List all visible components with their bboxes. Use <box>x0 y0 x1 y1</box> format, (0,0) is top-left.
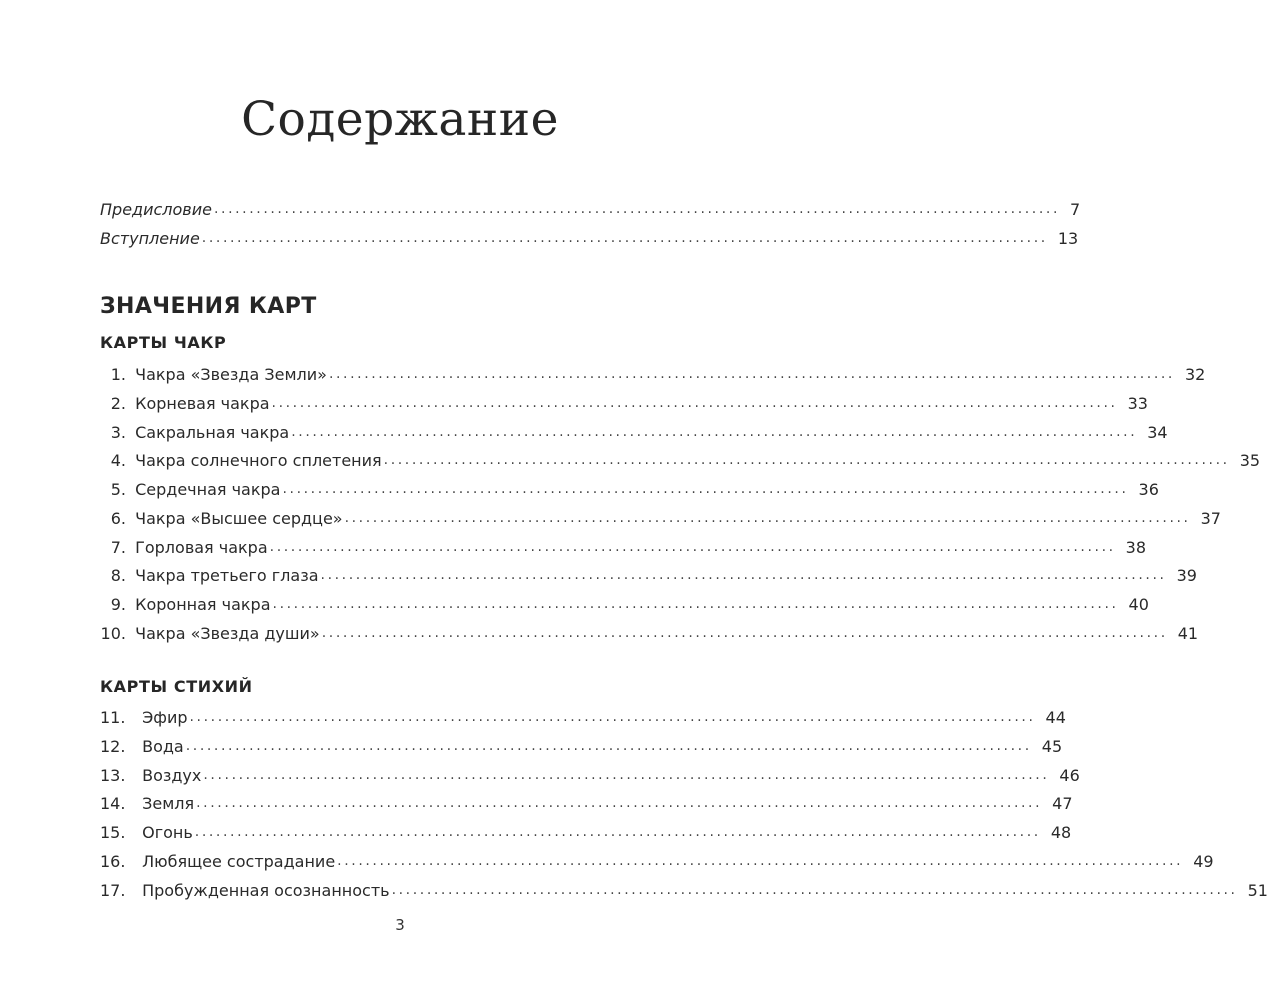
page-number: 3 <box>395 916 405 934</box>
toc-entry[interactable] <box>100 535 1147 561</box>
toc-entry[interactable] <box>100 477 1159 503</box>
dot-leader: ........................................................................................................................ <box>213 201 1061 217</box>
toc-entry-page: 7 <box>1070 200 1081 219</box>
toc-entry-page: 39 <box>1176 566 1197 585</box>
toc-entry[interactable] <box>100 763 1080 789</box>
dot-leader: ........................................................................................................................ <box>269 539 1116 555</box>
toc-entry[interactable] <box>100 734 1063 760</box>
toc-entry-page: 36 <box>1138 480 1159 499</box>
dot-leader: ........................................................................................................................ <box>201 230 1048 246</box>
toc-entry[interactable] <box>100 592 1149 618</box>
toc-entry-number: 1. <box>110 365 126 384</box>
dot-leader: ........................................................................................................................ <box>271 395 1118 411</box>
toc-entry-title: Вступление <box>100 229 200 248</box>
toc-entry-title: Корневая чакра <box>135 394 270 413</box>
toc-entry-title: Сакральная чакра <box>135 423 290 442</box>
toc-entry-page: 13 <box>1057 229 1079 248</box>
toc-entry-page: 49 <box>1193 852 1214 871</box>
toc-entry-title: Чакра «Звезда Земли» <box>135 365 327 384</box>
toc-entry-number: 11. <box>100 708 126 727</box>
toc-entry-title: Чакра «Звезда души» <box>135 624 320 643</box>
toc-entry-title: Чакра третьего глаза <box>135 566 319 585</box>
toc-entry-number: 5. <box>110 480 126 499</box>
toc-entry-title: Воздух <box>142 766 202 785</box>
toc-entry-number: 14. <box>100 794 126 813</box>
toc-entry-title: Эфир <box>142 708 188 727</box>
toc-entry[interactable] <box>100 705 1066 731</box>
toc-entry[interactable] <box>100 391 1148 417</box>
toc-entry-title: Любящее сострадание <box>142 852 336 871</box>
toc-entry-page: 40 <box>1128 595 1149 614</box>
toc-entry[interactable] <box>100 849 1214 875</box>
toc-entry-page: 46 <box>1059 766 1080 785</box>
toc-entry-preface[interactable] <box>100 197 1081 223</box>
toc-entry-number: 15. <box>100 823 126 842</box>
toc-entry-title: Чакра «Высшее сердце» <box>135 509 343 528</box>
toc-entry[interactable] <box>100 506 1221 532</box>
dot-leader: ........................................................................................................................ <box>196 795 1043 811</box>
toc-entry-page: 35 <box>1239 451 1261 470</box>
toc-entry-number: 9. <box>110 595 126 614</box>
dot-leader: ........................................................................................................................ <box>282 481 1129 497</box>
toc-entry-title: Горловая чакра <box>135 538 268 557</box>
toc-entry-title: Чакра солнечного сплетения <box>135 451 382 470</box>
toc-entry-title: Пробужденная осознанность <box>142 881 390 900</box>
dot-leader: ........................................................................................................................ <box>320 567 1167 583</box>
dot-leader: ........................................................................................................................ <box>337 853 1184 869</box>
dot-leader: ........................................................................................................................ <box>189 709 1036 725</box>
toc-entry-number: 12. <box>100 737 126 756</box>
toc-entry-page: 44 <box>1045 708 1066 727</box>
toc-entry-page: 34 <box>1147 423 1168 442</box>
toc-entry-page: 48 <box>1050 823 1072 842</box>
toc-entry[interactable] <box>100 820 1072 846</box>
toc-entry-number: 16. <box>100 852 126 871</box>
toc-entry-page: 41 <box>1177 624 1199 643</box>
toc-entry[interactable] <box>100 448 1261 474</box>
dot-leader: ........................................................................................................................ <box>194 824 1041 840</box>
dot-leader: ........................................................................................................................ <box>203 767 1050 783</box>
toc-entry-number: 13. <box>100 766 126 785</box>
toc-entry-number: 10. <box>100 624 126 643</box>
toc-entry[interactable] <box>100 563 1197 589</box>
toc-entry-title: Земля <box>142 794 195 813</box>
toc-entry-number: 6. <box>110 509 126 528</box>
toc-entry-page: 45 <box>1041 737 1063 756</box>
section-title: ЗНАЧЕНИЯ КАРТ <box>100 294 317 319</box>
toc-entry-number: 17. <box>100 881 126 900</box>
toc-entry[interactable] <box>100 362 1206 388</box>
toc-entry-page: 47 <box>1052 794 1073 813</box>
toc-entry-page: 51 <box>1247 881 1268 900</box>
toc-entry-title: Сердечная чакра <box>135 480 281 499</box>
toc-entry-number: 2. <box>110 394 126 413</box>
toc-entry-page: 33 <box>1127 394 1148 413</box>
toc-entry-number: 8. <box>110 566 126 585</box>
toc-entry-number: 3. <box>110 423 126 442</box>
dot-leader: ........................................................................................................................ <box>185 738 1032 754</box>
dot-leader: ........................................................................................................................ <box>272 596 1119 612</box>
toc-entry-page: 38 <box>1125 538 1147 557</box>
dot-leader: ........................................................................................................................ <box>321 625 1168 641</box>
dot-leader: ........................................................................................................................ <box>344 510 1191 526</box>
page-title: Содержание <box>241 92 559 147</box>
toc-entry[interactable] <box>100 621 1199 647</box>
subsection-title-chakras: КАРТЫ ЧАКР <box>100 333 227 352</box>
toc-entry-number: 7. <box>110 538 126 557</box>
toc-entry[interactable] <box>100 878 1268 904</box>
dot-leader: ........................................................................................................................ <box>328 366 1175 382</box>
subsection-title-elements: КАРТЫ СТИХИЙ <box>100 677 253 696</box>
toc-entry-title: Предисловие <box>100 200 212 219</box>
dot-leader: ........................................................................................................................ <box>383 452 1230 468</box>
toc-entry[interactable] <box>100 791 1073 817</box>
toc-entry-title: Коронная чакра <box>135 595 271 614</box>
dot-leader: ........................................................................................................................ <box>391 882 1238 898</box>
dot-leader: ........................................................................................................................ <box>291 424 1138 440</box>
toc-entry-page: 37 <box>1200 509 1221 528</box>
toc-entry-page: 32 <box>1184 365 1206 384</box>
toc-entry-number: 4. <box>110 451 126 470</box>
toc-entry-title: Вода <box>142 737 184 756</box>
toc-entry[interactable] <box>100 420 1168 446</box>
toc-entry-introduction[interactable] <box>100 226 1079 252</box>
toc-entry-title: Огонь <box>142 823 193 842</box>
